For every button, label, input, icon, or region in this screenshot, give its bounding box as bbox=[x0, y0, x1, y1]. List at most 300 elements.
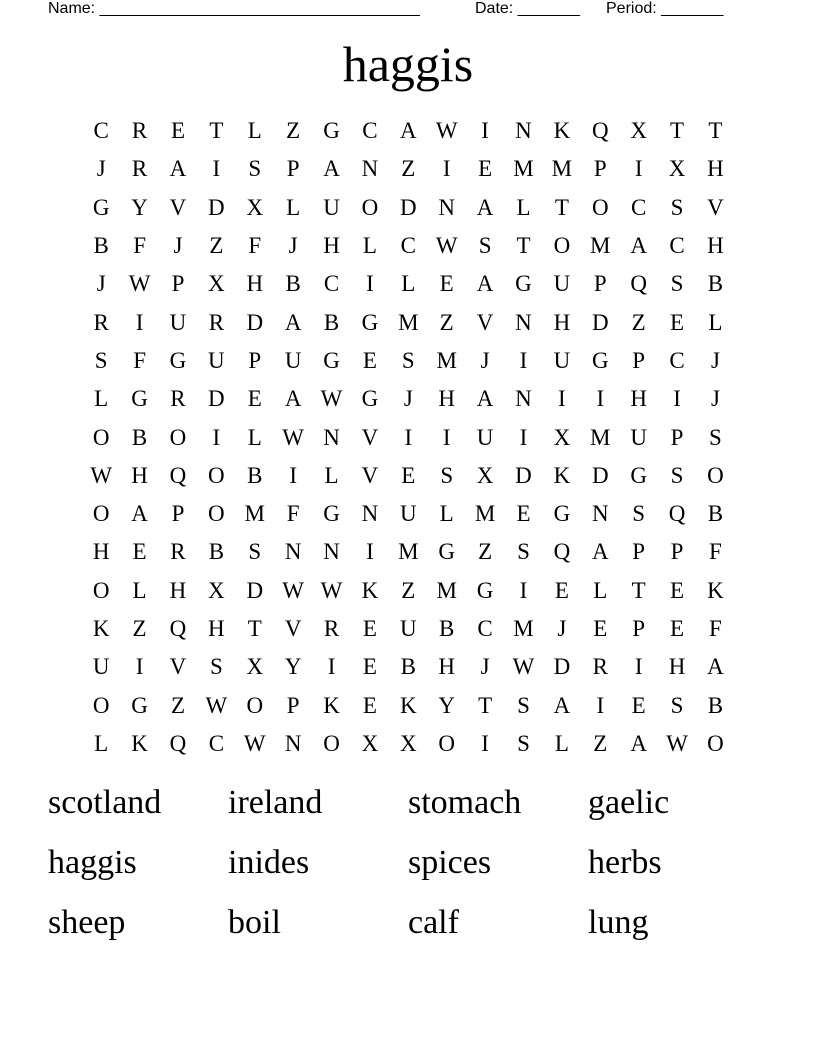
grid-letter: T bbox=[670, 118, 685, 144]
grid-letter: A bbox=[591, 539, 609, 565]
grid-letter: X bbox=[553, 424, 571, 450]
grid-letter: W bbox=[90, 462, 113, 488]
grid-letter: E bbox=[170, 118, 185, 144]
grid-letter: B bbox=[400, 654, 416, 680]
grid-letter: C bbox=[630, 194, 647, 220]
grid-letter: I bbox=[442, 156, 451, 182]
grid-letter: W bbox=[435, 118, 458, 144]
grid-letter: K bbox=[361, 577, 379, 603]
grid-letter: L bbox=[324, 462, 339, 488]
grid-letter: S bbox=[248, 156, 262, 182]
grid-letter: U bbox=[400, 616, 417, 641]
grid-letter: L bbox=[554, 730, 569, 756]
grid-letter: G bbox=[323, 347, 340, 373]
name-field-label: Name: ____________________________________ bbox=[48, 0, 420, 17]
grid-letter: O bbox=[169, 424, 187, 450]
grid-letter: X bbox=[208, 271, 225, 297]
grid-letter: I bbox=[212, 156, 221, 182]
grid-letter: K bbox=[92, 616, 110, 641]
grid-letter: B bbox=[247, 462, 263, 488]
grid-letter: K bbox=[707, 577, 724, 603]
grid-letter: N bbox=[361, 156, 379, 182]
grid-letter: R bbox=[592, 654, 608, 680]
grid-letter: G bbox=[131, 692, 148, 718]
grid-letter: K bbox=[131, 730, 148, 756]
grid-letter: J bbox=[288, 233, 298, 259]
grid-letter: M bbox=[551, 156, 573, 182]
grid-letter: G bbox=[515, 271, 532, 297]
grid-letter: J bbox=[96, 156, 106, 182]
grid-letter: P bbox=[670, 424, 684, 450]
grid-letter: M bbox=[244, 501, 265, 527]
grid-letter: X bbox=[246, 194, 264, 220]
grid-letter: T bbox=[516, 233, 531, 259]
grid-letter: O bbox=[92, 692, 110, 718]
grid-letter: C bbox=[208, 730, 225, 756]
grid-letter: N bbox=[438, 194, 456, 220]
grid-letter: B bbox=[93, 233, 109, 259]
grid-letter: E bbox=[362, 692, 377, 718]
grid-letter: J bbox=[96, 271, 106, 297]
grid-letter: Q bbox=[668, 501, 686, 527]
grid-letter: Q bbox=[591, 118, 609, 144]
grid-letter: S bbox=[440, 462, 454, 488]
grid-letter: L bbox=[362, 233, 377, 259]
grid-letter: J bbox=[480, 654, 490, 680]
grid-letter: D bbox=[515, 462, 532, 488]
grid-letter: M bbox=[436, 577, 457, 603]
grid-letter: W bbox=[205, 692, 228, 718]
grid-letter: Z bbox=[286, 118, 301, 144]
grid-letter: D bbox=[591, 309, 609, 335]
grid-letter: V bbox=[284, 616, 302, 641]
grid-letter: S bbox=[670, 194, 684, 220]
grid-letter: P bbox=[593, 271, 607, 297]
grid-letter: O bbox=[707, 730, 724, 756]
word-list-item: boil bbox=[228, 904, 281, 941]
grid-letter: I bbox=[442, 424, 451, 450]
grid-letter: F bbox=[133, 233, 146, 259]
grid-letter: L bbox=[247, 424, 262, 450]
grid-letter: D bbox=[208, 194, 225, 220]
grid-letter: H bbox=[92, 539, 110, 565]
grid-letter: H bbox=[131, 462, 148, 488]
grid-letter: P bbox=[632, 539, 646, 565]
grid-letter: G bbox=[323, 118, 340, 144]
word-list-item: haggis bbox=[48, 844, 137, 881]
letter-grid bbox=[82, 112, 735, 763]
grid-letter: N bbox=[323, 424, 340, 450]
grid-letter: C bbox=[477, 616, 493, 641]
grid-letter: N bbox=[515, 386, 532, 412]
grid-letter: L bbox=[516, 194, 531, 220]
grid-letter: Z bbox=[132, 616, 147, 641]
grid-letter: O bbox=[92, 424, 110, 450]
grid-letter: S bbox=[517, 730, 530, 756]
grid-letter: D bbox=[591, 462, 609, 488]
grid-letter: I bbox=[327, 654, 336, 680]
grid-letter: Z bbox=[439, 309, 454, 335]
grid-letter: L bbox=[247, 118, 262, 144]
grid-letter: B bbox=[439, 616, 455, 641]
word-list-item: ireland bbox=[228, 784, 323, 821]
word-list-item: spices bbox=[408, 844, 492, 881]
grid-letter: L bbox=[401, 271, 416, 297]
grid-letter: C bbox=[323, 271, 340, 297]
grid-letter: A bbox=[131, 501, 148, 527]
grid-letter: L bbox=[286, 194, 301, 220]
word-list-item: stomach bbox=[408, 784, 522, 821]
grid-letter: I bbox=[212, 424, 221, 450]
grid-letter: K bbox=[553, 462, 571, 488]
grid-letter: L bbox=[132, 577, 147, 603]
grid-letter: M bbox=[398, 539, 419, 565]
grid-letter: P bbox=[632, 616, 646, 641]
grid-letter: W bbox=[282, 577, 304, 603]
grid-letter: U bbox=[208, 347, 225, 373]
grid-letter: A bbox=[323, 156, 340, 182]
grid-letter: Z bbox=[631, 309, 646, 335]
grid-letter: F bbox=[709, 539, 722, 565]
grid-letter: I bbox=[289, 462, 297, 488]
grid-letter: A bbox=[630, 730, 647, 756]
grid-letter: U bbox=[476, 424, 494, 450]
grid-letter: W bbox=[320, 577, 343, 603]
grid-letter: Z bbox=[401, 156, 416, 182]
grid-letter: I bbox=[366, 271, 374, 297]
grid-letter: S bbox=[478, 233, 492, 259]
grid-letter: E bbox=[362, 654, 377, 680]
grid-letter: A bbox=[707, 654, 724, 680]
grid-letter: I bbox=[519, 347, 528, 373]
grid-letter: D bbox=[553, 654, 571, 680]
grid-letter: E bbox=[554, 577, 569, 603]
grid-letter: C bbox=[400, 233, 416, 259]
grid-letter: F bbox=[286, 501, 300, 527]
grid-letter: W bbox=[243, 730, 266, 756]
grid-letter: H bbox=[246, 271, 264, 297]
grid-letter: T bbox=[209, 118, 224, 144]
grid-letter: T bbox=[478, 692, 493, 718]
grid-letter: H bbox=[169, 577, 187, 603]
grid-letter: X bbox=[361, 730, 379, 756]
grid-letter: I bbox=[481, 118, 489, 144]
grid-letter: A bbox=[553, 692, 571, 718]
grid-letter: O bbox=[323, 730, 340, 756]
grid-letter: L bbox=[593, 577, 608, 603]
word-list-item: gaelic bbox=[588, 784, 670, 821]
grid-letter: W bbox=[666, 730, 688, 756]
grid-letter: X bbox=[630, 118, 647, 144]
grid-letter: S bbox=[670, 692, 684, 718]
grid-letter: A bbox=[476, 194, 494, 220]
puzzle-title: haggis bbox=[342, 36, 474, 92]
date-field-label: Date: _______ bbox=[475, 0, 580, 17]
grid-letter: U bbox=[284, 347, 302, 373]
grid-letter: A bbox=[284, 309, 302, 335]
grid-letter: Y bbox=[131, 194, 148, 220]
word-list-item: calf bbox=[408, 904, 459, 941]
grid-letter: I bbox=[673, 386, 681, 412]
grid-letter: C bbox=[93, 118, 109, 144]
grid-letter: U bbox=[92, 654, 110, 680]
grid-letter: N bbox=[323, 539, 340, 565]
grid-letter: H bbox=[630, 386, 647, 412]
grid-letter: P bbox=[286, 156, 300, 182]
grid-letter: V bbox=[707, 194, 724, 220]
grid-letter: V bbox=[361, 424, 379, 450]
grid-letter: F bbox=[248, 233, 262, 259]
grid-letter: I bbox=[135, 654, 144, 680]
grid-letter: H bbox=[553, 309, 571, 335]
grid-letter: E bbox=[478, 156, 493, 182]
grid-letter: F bbox=[709, 616, 722, 641]
grid-letter: D bbox=[400, 194, 417, 220]
grid-letter: Q bbox=[169, 730, 187, 756]
grid-letter: Q bbox=[169, 462, 187, 488]
grid-letter: B bbox=[707, 692, 724, 718]
grid-letter: J bbox=[710, 347, 720, 373]
grid-letter: I bbox=[634, 654, 643, 680]
grid-letter: X bbox=[400, 730, 417, 756]
grid-letter: G bbox=[92, 194, 110, 220]
grid-letter: N bbox=[515, 118, 532, 144]
grid-letter: A bbox=[400, 118, 417, 144]
grid-letter: T bbox=[247, 616, 262, 641]
word-list-item: sheep bbox=[48, 904, 126, 941]
grid-letter: N bbox=[284, 730, 302, 756]
grid-letter: U bbox=[169, 309, 187, 335]
grid-letter: M bbox=[590, 233, 611, 259]
grid-letter: A bbox=[284, 386, 302, 412]
grid-letter: R bbox=[323, 616, 340, 641]
grid-letter: X bbox=[208, 577, 225, 603]
grid-letter: Y bbox=[438, 692, 456, 718]
grid-letter: B bbox=[208, 539, 225, 565]
grid-letter: W bbox=[512, 654, 535, 680]
grid-letter: P bbox=[593, 156, 607, 182]
grid-letter: G bbox=[553, 501, 571, 527]
grid-letter: A bbox=[630, 233, 647, 259]
grid-letter: I bbox=[634, 156, 643, 182]
grid-letter: Z bbox=[401, 577, 416, 603]
worksheet-header bbox=[48, 0, 748, 20]
grid-letter: E bbox=[362, 616, 377, 641]
grid-letter: O bbox=[208, 462, 225, 488]
grid-letter: F bbox=[133, 347, 146, 373]
grid-letter: E bbox=[401, 462, 416, 488]
grid-letter: A bbox=[476, 386, 494, 412]
word-list-item: scotland bbox=[48, 784, 162, 821]
word-list bbox=[48, 780, 768, 960]
grid-letter: G bbox=[630, 462, 647, 488]
grid-letter: I bbox=[596, 386, 605, 412]
grid-letter: U bbox=[630, 424, 647, 450]
grid-letter: I bbox=[558, 386, 566, 412]
grid-letter: E bbox=[439, 271, 454, 297]
grid-letter: Z bbox=[170, 692, 185, 718]
grid-letter: B bbox=[707, 271, 724, 297]
grid-letter: Z bbox=[478, 539, 493, 565]
grid-letter: X bbox=[246, 654, 264, 680]
grid-letter: C bbox=[669, 347, 685, 373]
grid-letter: L bbox=[94, 730, 109, 756]
grid-letter: S bbox=[401, 347, 415, 373]
grid-letter: N bbox=[284, 539, 302, 565]
grid-letter: O bbox=[591, 194, 609, 220]
grid-letter: B bbox=[323, 309, 340, 335]
grid-letter: H bbox=[208, 616, 225, 641]
grid-letter: E bbox=[670, 309, 685, 335]
grid-letter: L bbox=[708, 309, 723, 335]
grid-letter: W bbox=[320, 386, 343, 412]
grid-letter: N bbox=[591, 501, 609, 527]
grid-letter: W bbox=[128, 271, 151, 297]
word-list-item: herbs bbox=[588, 844, 662, 881]
grid-letter: T bbox=[554, 194, 569, 220]
grid-letter: Z bbox=[593, 730, 608, 756]
grid-letter: L bbox=[439, 501, 454, 527]
grid-letter: E bbox=[362, 347, 377, 373]
grid-letter: M bbox=[590, 424, 611, 450]
grid-letter: I bbox=[481, 730, 489, 756]
grid-letter: J bbox=[710, 386, 720, 412]
grid-letter: I bbox=[135, 309, 144, 335]
grid-letter: B bbox=[285, 271, 301, 297]
grid-letter: K bbox=[553, 118, 571, 144]
grid-letter: G bbox=[169, 347, 187, 373]
grid-letter: S bbox=[670, 271, 684, 297]
grid-letter: J bbox=[173, 233, 183, 259]
grid-letter: O bbox=[92, 577, 110, 603]
grid-letter: H bbox=[323, 233, 340, 259]
grid-letter: E bbox=[247, 386, 262, 412]
grid-letter: X bbox=[476, 462, 494, 488]
grid-letter: A bbox=[169, 156, 187, 182]
grid-letter: S bbox=[517, 539, 530, 565]
grid-letter: S bbox=[209, 654, 223, 680]
grid-letter: P bbox=[171, 501, 185, 527]
grid-letter: U bbox=[553, 347, 571, 373]
grid-letter: E bbox=[132, 539, 147, 565]
grid-letter: J bbox=[480, 347, 490, 373]
grid-letter: B bbox=[131, 424, 148, 450]
grid-letter: A bbox=[476, 271, 494, 297]
grid-letter: J bbox=[403, 386, 413, 412]
grid-letter: L bbox=[94, 386, 109, 412]
grid-letter: V bbox=[169, 194, 187, 220]
grid-letter: R bbox=[131, 118, 148, 144]
grid-letter: V bbox=[476, 309, 494, 335]
grid-letter: G bbox=[476, 577, 494, 603]
grid-letter: M bbox=[398, 309, 419, 335]
grid-letter: H bbox=[438, 654, 456, 680]
grid-letter: S bbox=[632, 501, 646, 527]
grid-letter: G bbox=[361, 309, 379, 335]
grid-letter: U bbox=[400, 501, 417, 527]
word-list-item: lung bbox=[588, 904, 649, 941]
grid-letter: S bbox=[517, 692, 530, 718]
grid-letter: G bbox=[438, 539, 456, 565]
grid-letter: W bbox=[282, 424, 304, 450]
grid-letter: W bbox=[435, 233, 458, 259]
grid-letter: E bbox=[516, 501, 531, 527]
grid-letter: D bbox=[246, 577, 264, 603]
grid-letter: P bbox=[248, 347, 262, 373]
grid-letter: R bbox=[170, 539, 186, 565]
grid-letter: N bbox=[515, 309, 532, 335]
grid-letter: H bbox=[707, 156, 724, 182]
grid-letter: M bbox=[513, 156, 534, 182]
grid-letter: J bbox=[557, 616, 567, 641]
grid-letter: S bbox=[248, 539, 262, 565]
grid-letter: S bbox=[94, 347, 108, 373]
grid-letter: E bbox=[631, 692, 646, 718]
grid-letter: I bbox=[519, 424, 528, 450]
grid-letter: Q bbox=[630, 271, 647, 297]
grid-letter: X bbox=[668, 156, 686, 182]
grid-letter: O bbox=[361, 194, 379, 220]
grid-letter: I bbox=[596, 692, 605, 718]
grid-letter: B bbox=[707, 501, 724, 527]
grid-letter: D bbox=[208, 386, 225, 412]
grid-letter: Q bbox=[553, 539, 571, 565]
grid-letter: P bbox=[286, 692, 300, 718]
grid-letter: O bbox=[707, 462, 724, 488]
grid-letter: R bbox=[131, 156, 148, 182]
grid-letter: M bbox=[436, 347, 457, 373]
grid-letter: E bbox=[670, 616, 685, 641]
word-list-item: inides bbox=[228, 844, 310, 881]
grid-letter: O bbox=[553, 233, 571, 259]
grid-letter: I bbox=[404, 424, 413, 450]
grid-letter: N bbox=[361, 501, 379, 527]
grid-letter: R bbox=[170, 386, 186, 412]
grid-letter: G bbox=[323, 501, 340, 527]
grid-letter: R bbox=[93, 309, 109, 335]
grid-letter: G bbox=[591, 347, 609, 373]
grid-letter: S bbox=[670, 462, 684, 488]
grid-letter: H bbox=[707, 233, 724, 259]
grid-letter: P bbox=[632, 347, 646, 373]
grid-letter: I bbox=[366, 539, 374, 565]
grid-letter: T bbox=[708, 118, 723, 144]
grid-letter: G bbox=[131, 386, 148, 412]
grid-letter: C bbox=[669, 233, 685, 259]
period-field-label: Period: _______ bbox=[606, 0, 724, 17]
grid-letter: Y bbox=[284, 654, 302, 680]
grid-letter: C bbox=[362, 118, 378, 144]
grid-letter: U bbox=[323, 194, 340, 220]
grid-letter: D bbox=[246, 309, 264, 335]
grid-letter: K bbox=[400, 692, 417, 718]
grid-letter: E bbox=[593, 616, 608, 641]
grid-letter: K bbox=[323, 692, 340, 718]
grid-letter: U bbox=[553, 271, 571, 297]
grid-letter: O bbox=[438, 730, 456, 756]
grid-letter: P bbox=[670, 539, 684, 565]
grid-letter: O bbox=[208, 501, 225, 527]
grid-letter: P bbox=[171, 271, 185, 297]
grid-letter: Z bbox=[209, 233, 224, 259]
grid-letter: E bbox=[670, 577, 685, 603]
grid-letter: V bbox=[169, 654, 187, 680]
grid-letter: S bbox=[709, 424, 722, 450]
grid-letter: H bbox=[668, 654, 686, 680]
grid-letter: Q bbox=[169, 616, 187, 641]
grid-letter: R bbox=[208, 309, 225, 335]
grid-letter: O bbox=[246, 692, 264, 718]
